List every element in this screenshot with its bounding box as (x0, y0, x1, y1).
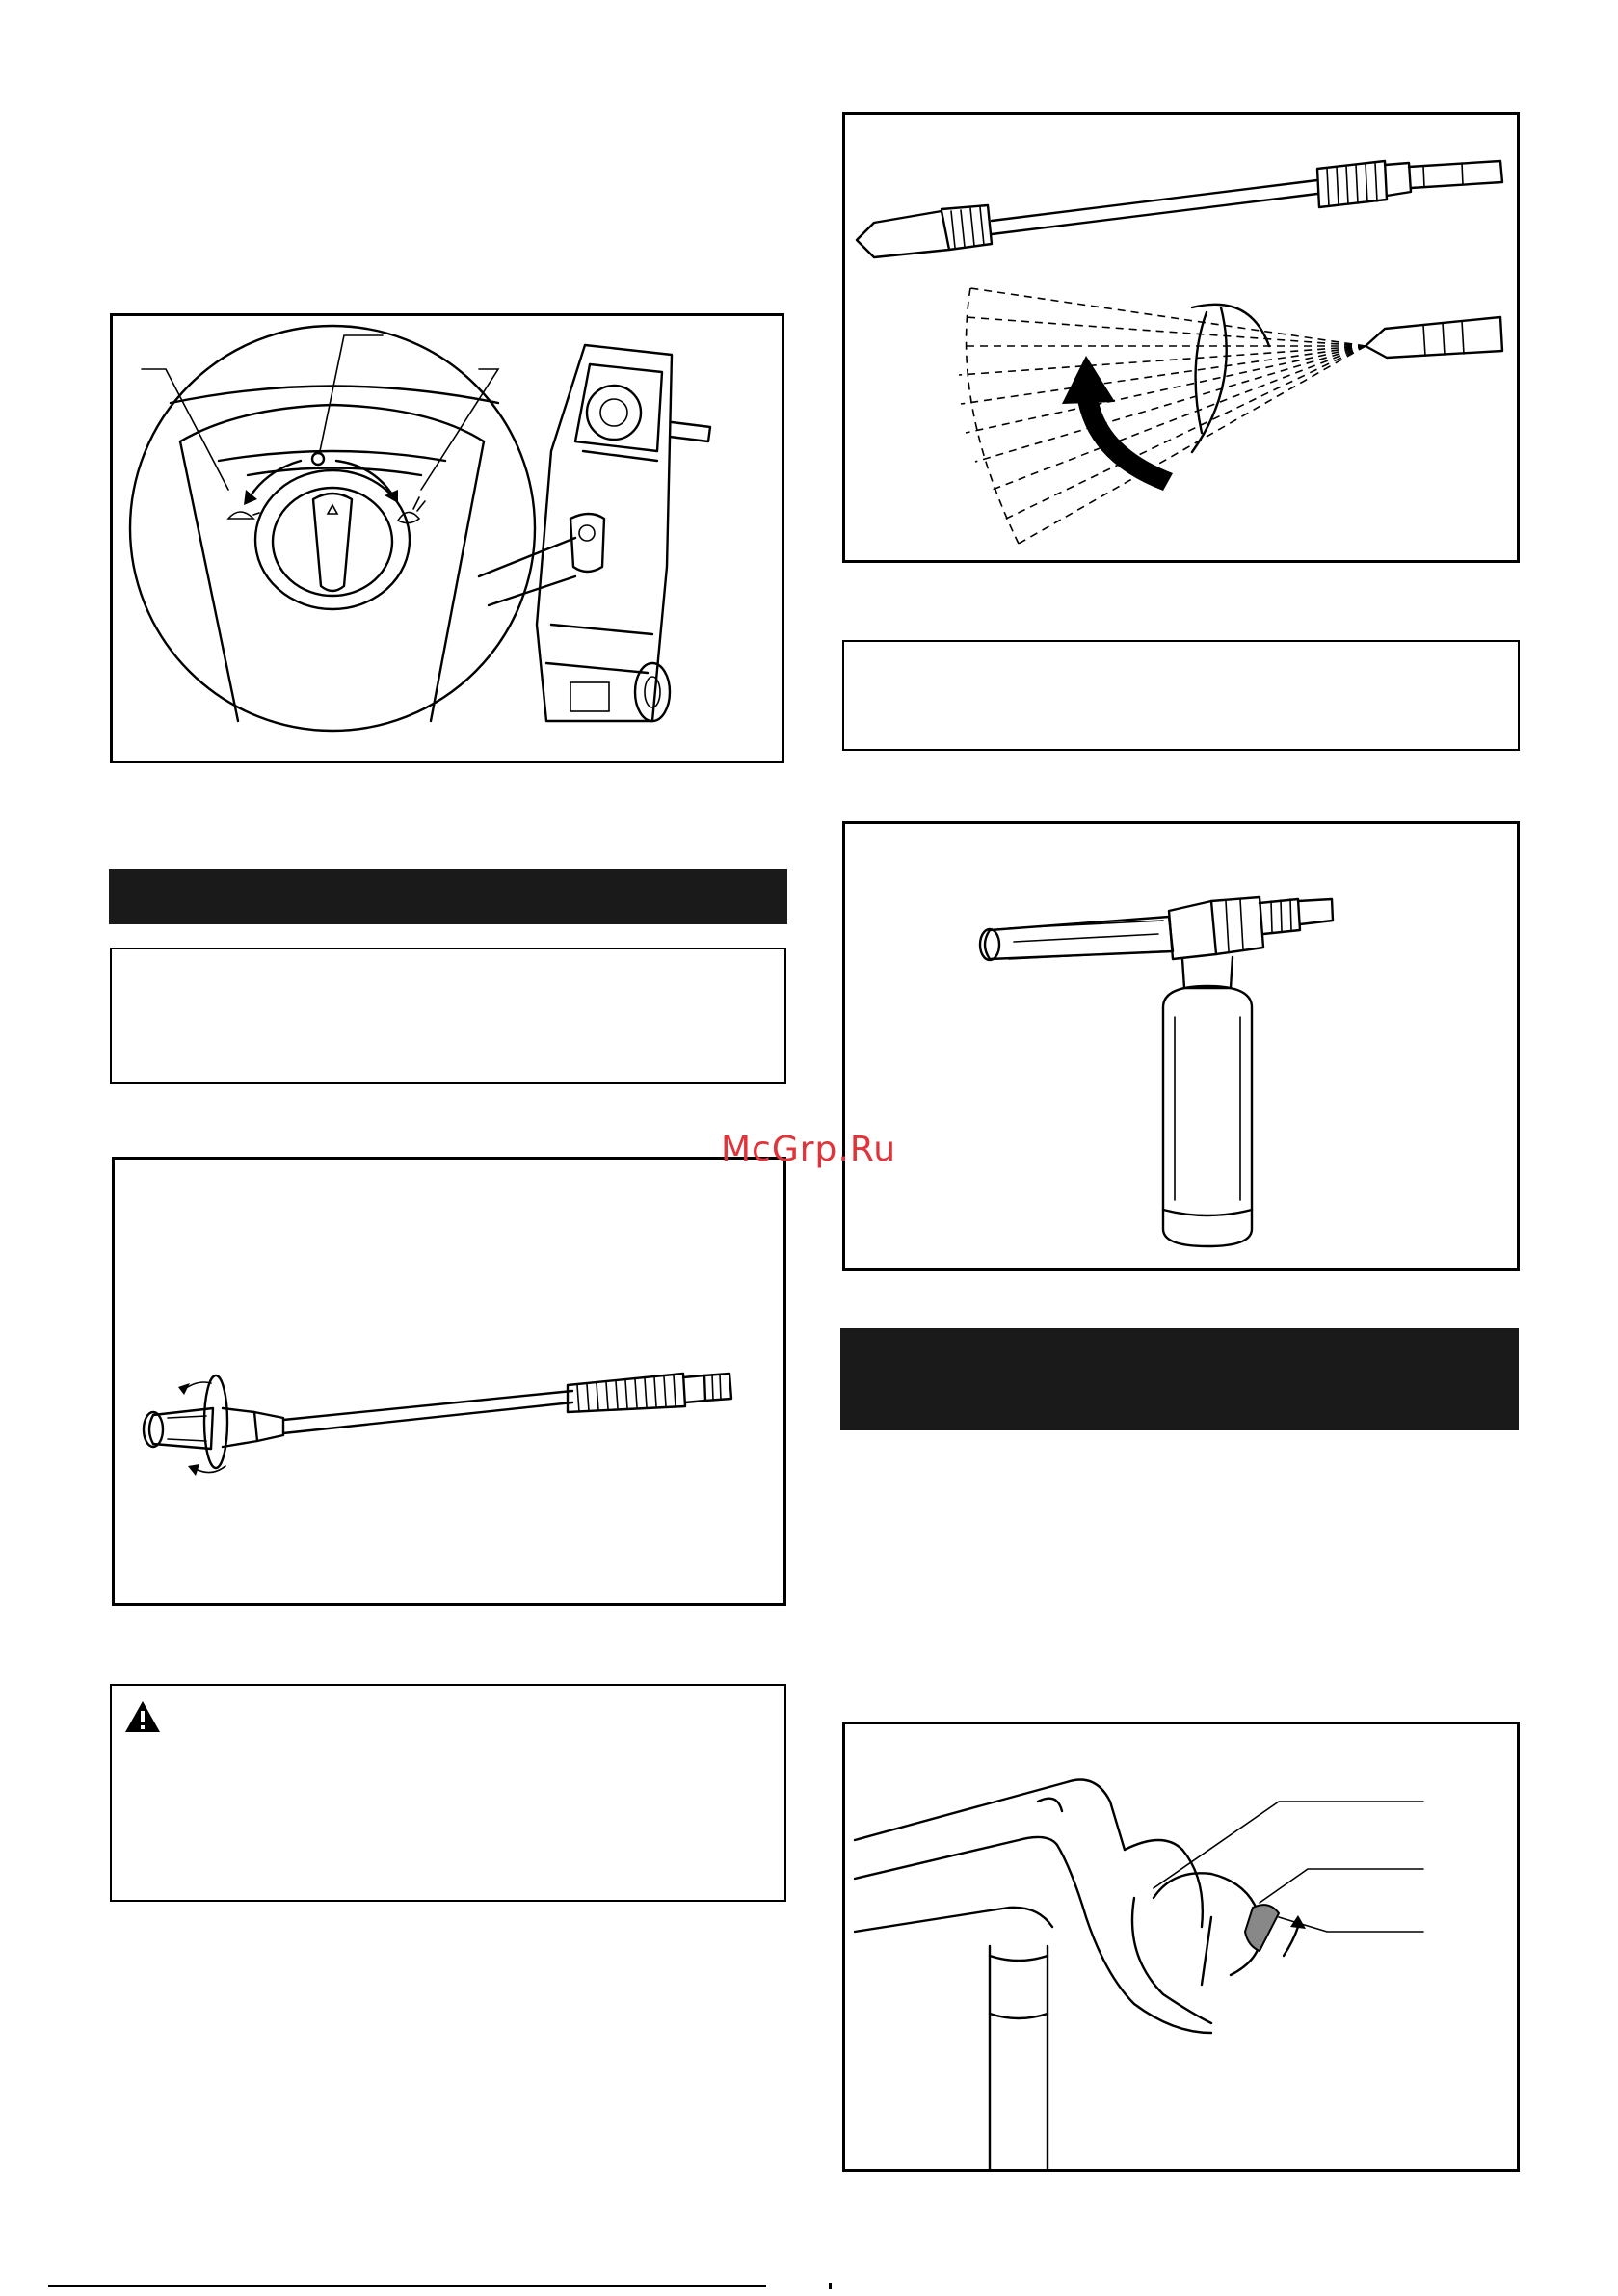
pressure-washer-machine (537, 345, 710, 721)
footer-marker (829, 2283, 832, 2289)
nozzle-wand-illustration (115, 1160, 783, 1603)
section-header-bar-right (840, 1328, 1519, 1430)
figure-pressure-dial (110, 313, 784, 763)
rotate-arrow-icon (1284, 1927, 1298, 1956)
section-header-bar-left (109, 869, 787, 924)
note-box-left (110, 948, 786, 1084)
watermark-text: McGrp.Ru (721, 1130, 897, 1169)
arrow-left-icon (244, 490, 257, 505)
rotate-arrow-icon (178, 1382, 225, 1476)
rotate-arrow-icon (1062, 305, 1269, 491)
note-box-right (842, 640, 1520, 751)
figure-trigger-lock (842, 1722, 1520, 2172)
figure-spray-pattern (842, 112, 1520, 563)
trigger-gun-illustration (845, 1724, 1517, 2169)
warning-box (110, 1684, 786, 1902)
footer-rule (48, 2285, 766, 2287)
foam-bottle-illustration (845, 824, 1517, 1268)
spray-fan (959, 288, 1366, 544)
spray-pattern-illustration (845, 115, 1517, 560)
turtle-icon (228, 512, 259, 519)
pressure-dial-illustration (113, 316, 782, 761)
figure-adjustable-nozzle (112, 1157, 786, 1606)
figure-foam-bottle (842, 821, 1520, 1271)
warning-triangle-icon (123, 1699, 162, 1734)
center-marker-icon (312, 453, 324, 465)
